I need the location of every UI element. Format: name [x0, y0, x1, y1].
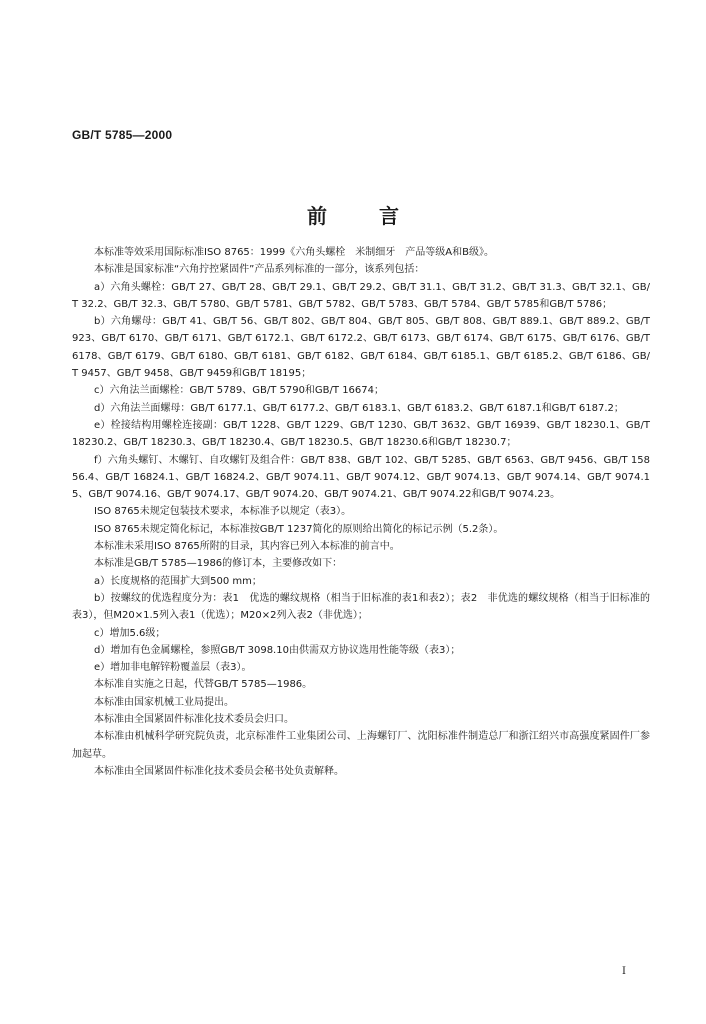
- list-item-screws: f）六角头螺钉、木螺钉、自攻螺钉及组合件：GB/T 838、GB/T 102、GB/T 5285、GB/T 6563、GB/T 9456、GB/T 15856.4、GB/T 16824.1、GB/T 16824.2、GB/T 9074.11、GB/T 9074.12、GB/T 9074.13、GB/T 9074.14、GB/T 9074.15、GB/T 9074.16、GB/T 9074.17、GB/T 9074.20、GB/T 9074.21、GB/T 9074.22和GB/T 9074.23。: [72, 454, 650, 501]
- foreword-body: [72, 244, 650, 780]
- paragraph-marking: ISO 8765未规定简化标记，本标准按GB/T 1237简化的原则给出简化的标记示例（5.2条）。: [94, 523, 504, 535]
- standard-code-header: GB/T 5785—2000: [72, 128, 173, 142]
- paragraph-centralized-by: 本标准由全国紧固件标准化技术委员会归口。: [94, 714, 294, 726]
- paragraph-revision: 本标准是GB/T 5785—1986的修订本，主要修改如下：: [94, 558, 343, 570]
- page-title: [0, 200, 706, 229]
- paragraph-contents: 本标准未采用ISO 8765所附的目录，其内容已列入本标准的前言中。: [94, 541, 400, 553]
- paragraph-proposed-by: 本标准由国家机械工业局提出。: [94, 696, 234, 708]
- list-item-flange-nuts: d）六角法兰面螺母：GB/T 6177.1、GB/T 6177.2、GB/T 6183.1、GB/T 6183.2、GB/T 6187.1和GB/T 6187.2；: [94, 402, 624, 414]
- change-item-a: a）长度规格的范围扩大到500 mm；: [94, 575, 262, 587]
- paragraph-interpretation: 本标准由全国紧固件标准化技术委员会秘书处负责解释。: [94, 765, 344, 777]
- paragraph-replaces: 本标准自实施之日起，代替GB/T 5785—1986。: [94, 679, 313, 691]
- change-item-e: e）增加非电解锌粉覆盖层（表3）。: [94, 662, 252, 674]
- change-item-b: b）按螺纹的优选程度分为：表1 优选的螺纹规格（相当于旧标准的表1和表2）；表2 非优选的螺纹规格（相当于旧标准的表3），但M20×1.5列入表1（优选）；M20×2列入表2（非优选）；: [72, 592, 650, 622]
- title-char-1: 前: [307, 204, 327, 228]
- change-item-d: d）增加有色金属螺栓，参照GB/T 3098.10由供需双方协议选用性能等级（表3）；: [94, 644, 461, 656]
- change-item-c: c）增加5.6级；: [94, 627, 166, 639]
- paragraph-packaging: ISO 8765未规定包装技术要求，本标准予以规定（表3）。: [94, 506, 352, 518]
- title-char-2: 言: [379, 204, 399, 228]
- list-item-flange-bolts: c）六角法兰面螺栓：GB/T 5789、GB/T 5790和GB/T 16674；: [94, 385, 385, 397]
- paragraph-adoption: 本标准等效采用国际标准ISO 8765：1999《六角头螺栓 米制细牙 产品等级A和B级》。: [94, 247, 494, 258]
- paragraph-series-intro: 本标准是国家标准“六角拧控紧固件”产品系列标准的一部分，该系列包括：: [94, 264, 425, 276]
- page-number: I: [622, 966, 626, 977]
- list-item-hex-nuts: b）六角螺母：GB/T 41、GB/T 56、GB/T 802、GB/T 804、GB/T 805、GB/T 808、GB/T 889.1、GB/T 889.2、GB/T 923、GB/T 6170、GB/T 6171、GB/T 6172.1、GB/T 6172.2、GB/T 6173、GB/T 6174、GB/T 6175、GB/T 6176、GB/T 6178、GB/T 6179、GB/T 6180、GB/T 6181、GB/T 6182、GB/T 6184、GB/T 6185.1、GB/T 6185.2、GB/T 6186、GB/T 9457、GB/T 9458、GB/T 9459和GB/T 18195；: [72, 316, 650, 380]
- list-item-structural-bolting: e）栓接结构用螺栓连接副：GB/T 1228、GB/T 1229、GB/T 1230、GB/T 3632、GB/T 16939、GB/T 18230.1、GB/T 18230.2、GB/T 18230.3、GB/T 18230.4、GB/T 18230.5、GB/T 18230.6和GB/T 18230.7；: [72, 419, 650, 449]
- list-item-hex-bolts: a）六角头螺栓：GB/T 27、GB/T 28、GB/T 29.1、GB/T 29.2、GB/T 31.1、GB/T 31.2、GB/T 31.3、GB/T 32.1、GB/T 32.2、GB/T 32.3、GB/T 5780、GB/T 5781、GB/T 5782、GB/T 5783、GB/T 5784、GB/T 5785和GB/T 5786；: [72, 281, 650, 310]
- paragraph-drafted-by: 本标准由机械科学研究院负责，北京标准件工业集团公司、上海螺钉厂、沈阳标准件制造总厂和浙江绍兴市高强度紧固件厂参加起草。: [72, 731, 650, 760]
